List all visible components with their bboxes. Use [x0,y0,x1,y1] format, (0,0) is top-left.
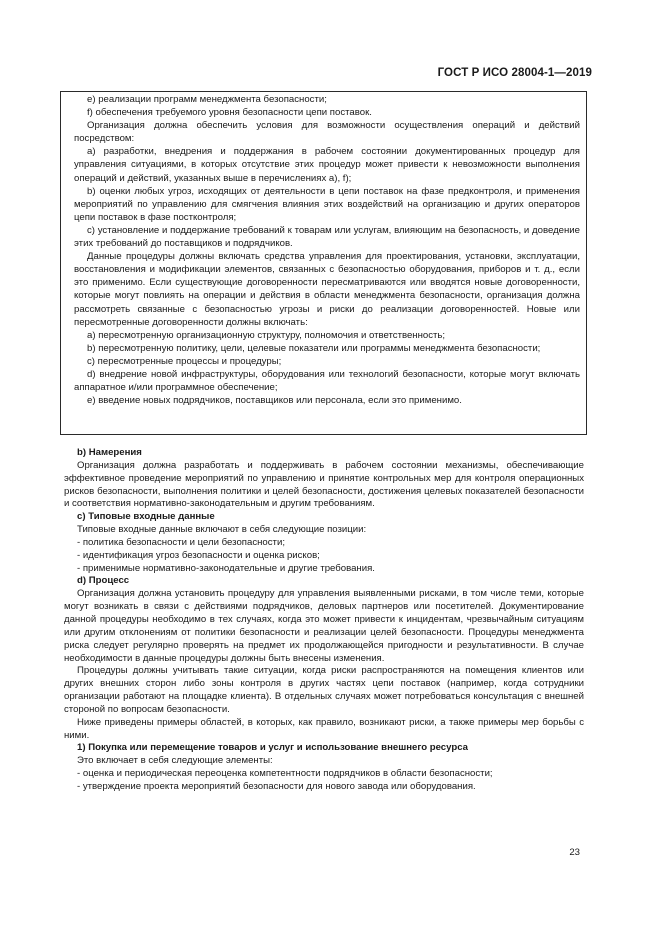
box-paragraph: b) оценки любых угроз, исходящих от деятельности в цепи поставок на фазе предконтроля, и применения мероприятий по управлению для смягчения влияния этих воздействий на организацию и других операторов цепи поставок в фазе постконтроля; [74,185,580,223]
box-paragraph: a) разработки, внедрения и поддержания в рабочем состоянии документированных процедур для управления ситуациями, в которых отсутствие этих процедур может привести к невозможности выполнения операций и действий, указанных выше в перечислениях а), f); [74,146,580,184]
framed-text-box [60,91,587,435]
box-paragraph: Данные процедуры должны включать средства управления для проектирования, установки, эксплуатации, восстановления и модификации элементов, связанных с безопасностью оборудования, приборов и т. д., если это применимо. Если существующие договоренности пересматриваются или вводятся новые договоренности, которые могут повлиять на операции и действия в области менеджмента безопасности, организация должна рассмотреть связанные с безопасностью угрозы и риски до реализации договоренностей. Новые или пересмотренные договоренности должны включать: [74,251,580,328]
list-item: - применимые нормативно-законодательные и другие требования. [77,562,375,574]
box-paragraph: d) внедрение новой инфраструктуры, оборудования или технологий безопасности, которые могут включать аппаратное и/или программное обеспечение; [74,368,580,394]
section-d-text: Ниже приведены примеры областей, в которых, как правило, возникают риски, а также примеры мер борьбы с ними. [64,716,584,741]
section-b-text: Организация должна разработать и поддерживать в рабочем состоянии механизмы, обеспечивающие эффективное проведение мероприятий по управлению и принятие контрольных мер для контроля операционных рисков безопасности, выполнения политики и целей безопасности, достижения целевых показателей безопасности и соответствия нормативно-законодательным и другим требованиям. [64,459,584,510]
box-paragraph: Организация должна обеспечить условия для возможности осуществления операций и действий посредством: [74,120,580,145]
box-paragraph: e) введение новых подрядчиков, поставщиков или персонала, если это применимо. [87,395,462,407]
section-d-text: Организация должна установить процедуру для управления выявленными рисками, в том числе теми, которые могут возникать в связи с действиями подрядчиков, деловых партнеров или посетителей. Документирование данной процедуры необходимо в тех случаях, когда это может привести к инцидентам, чрезвычайным ситуациям или другим отклонениям от политики безопасности и реализации целей безопасности. Процедуры менеджмента риска следует регулярно проверять на предмет их продолжающейся пригодности и результативности. В случае необходимости в данные процедуры должны быть внесены изменения. [64,588,584,664]
box-paragraph: b) пересмотренную политику, цели, целевые показатели или программы менеджмента безопасности; [87,342,541,354]
section-d-text: Процедуры должны учитывать такие ситуации, когда риски распространяются на помещения клиентов или других внешних сторон либо зоны контроля в других частях цепи поставок (например, когда сотрудники организации работают на площадке клиента). В отдельных случаях может потребоваться консультация с внешней стороной по вопросам безопасности. [64,665,584,715]
subsection-1-heading: 1) Покупка или перемещение товаров и услуг и использование внешнего ресурса [77,742,468,754]
subsection-1-intro: Это включает в себя следующие элементы: [77,755,273,767]
list-item: - оценка и периодическая переоценка компетентности подрядчиков в области безопасности; [77,768,493,780]
section-b-heading: b) Намерения [77,447,142,458]
box-paragraph: e) реализации программ менеджмента безопасности; [87,94,327,105]
box-paragraph: c) пересмотренные процессы и процедуры; [87,355,282,367]
list-item: - политика безопасности и цели безопасности; [77,536,285,548]
list-item: - идентификация угроз безопасности и оценка рисков; [77,549,320,561]
section-c-heading: c) Типовые входные данные [77,511,215,523]
section-d-heading: d) Процесс [77,575,130,587]
box-paragraph: f) обеспечения требуемого уровня безопасности цепи поставок. [87,107,372,119]
page-number: 23 [569,847,580,858]
box-paragraph: a) пересмотренную организационную структуру, полномочия и ответственность; [87,329,446,341]
document-header: ГОСТ Р ИСО 28004-1—2019 [437,67,592,79]
section-c-intro: Типовые входные данные включают в себя следующие позиции: [77,524,367,536]
main-text [64,447,584,794]
list-item: - утверждение проекта мероприятий безопасности для нового завода или оборудования. [77,780,476,792]
box-paragraph: c) установление и поддержание требований к товарам или услугам, влияющим на безопасность, и доведение этих требований до поставщиков и подрядчиков. [74,224,580,250]
